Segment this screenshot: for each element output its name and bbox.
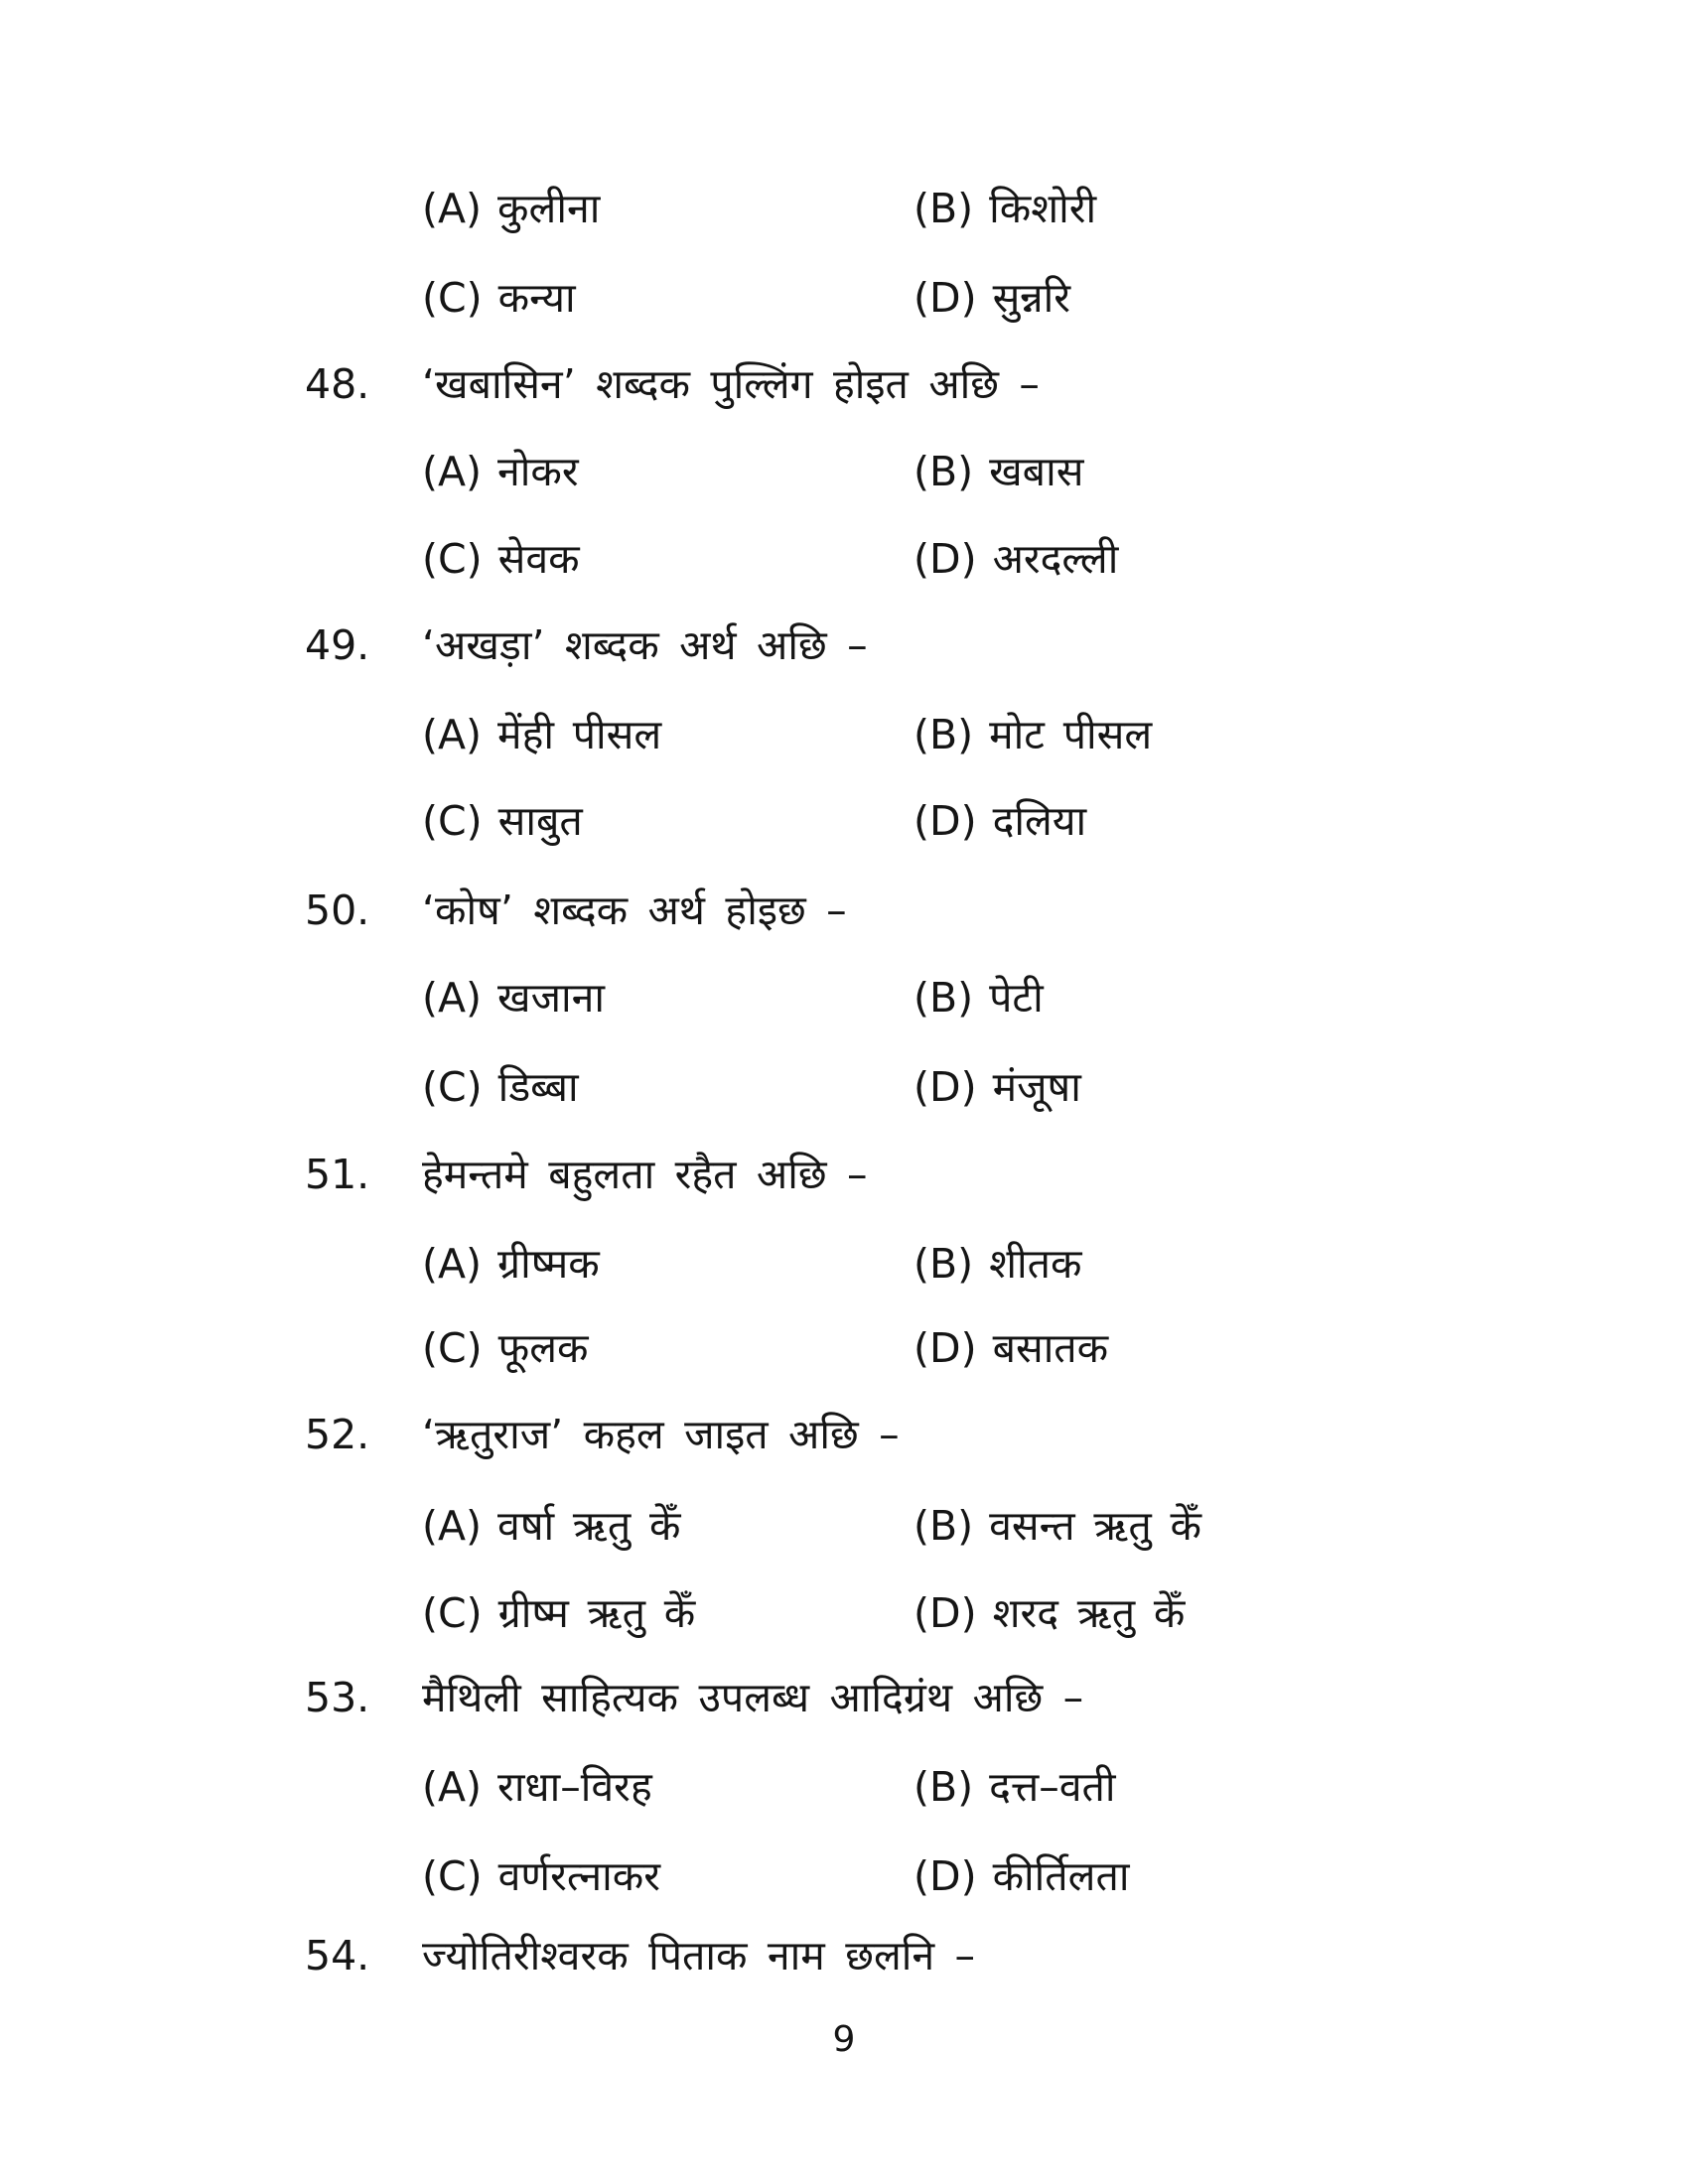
option-d (914, 1587, 1185, 1639)
option-text: कुलीना (497, 185, 601, 232)
options-row (0, 1061, 1688, 1113)
option-label: (D) (914, 1063, 977, 1111)
option-label: (C) (422, 1589, 483, 1637)
option-label: (D) (914, 1852, 977, 1900)
question-text: ‘ऋतुराज’ कहल जाइत अछि – (422, 1411, 900, 1458)
options-row (0, 1322, 1688, 1374)
question-text: ज्योतिरीश्वरक पिताक नाम छलनि – (422, 1932, 976, 1979)
option-text: पेटी (989, 974, 1044, 1022)
option-label: (A) (422, 1763, 483, 1811)
option-text: सेवक (497, 535, 580, 583)
option-label: (C) (422, 1324, 483, 1372)
options-row (0, 1761, 1688, 1813)
option-label: (C) (422, 274, 483, 322)
question-row (0, 1672, 1688, 1723)
options-row (0, 1850, 1688, 1902)
option-text: वर्णरत्नाकर (497, 1852, 661, 1900)
option-label: (B) (914, 185, 974, 232)
option-c (422, 272, 576, 324)
option-text: मंजूषा (992, 1063, 1081, 1111)
option-d (914, 533, 1118, 585)
option-b (914, 1761, 1116, 1813)
question-text: ‘अखड़ा’ शब्दक अर्थ अछि – (422, 621, 868, 669)
option-label: (A) (422, 185, 483, 232)
option-label: (C) (422, 1852, 483, 1900)
question-number: 49. (305, 621, 370, 669)
option-a (422, 1761, 652, 1813)
option-c (422, 1587, 695, 1639)
page-number: 9 (832, 2019, 856, 2060)
option-text: राधा–विरह (497, 1763, 652, 1811)
options-row (0, 533, 1688, 585)
option-text: फूलक (497, 1324, 589, 1372)
option-label: (C) (422, 535, 483, 583)
options-row (0, 183, 1688, 234)
question-text: ‘कोष’ शब्दक अर्थ होइछ – (422, 887, 847, 934)
question-number: 48. (305, 360, 370, 408)
option-label: (B) (914, 1763, 974, 1811)
option-text: मोट पीसल (989, 711, 1153, 758)
option-text: नोकर (497, 448, 579, 495)
question-number: 51. (305, 1151, 370, 1198)
option-text: साबुत (497, 797, 583, 845)
option-label: (A) (422, 711, 483, 758)
option-text: किशोरी (989, 185, 1097, 232)
option-label: (D) (914, 535, 977, 583)
options-row (0, 972, 1688, 1024)
question-row (0, 1930, 1688, 1981)
option-b (914, 1500, 1201, 1552)
option-label: (B) (914, 1502, 974, 1550)
options-row (0, 709, 1688, 760)
option-c (422, 1322, 589, 1374)
option-text: सुन्नरि (992, 274, 1071, 322)
option-b (914, 446, 1083, 497)
option-d (914, 272, 1070, 324)
option-label: (A) (422, 1240, 483, 1288)
option-b (914, 1238, 1081, 1290)
option-text: दत्त–वती (989, 1763, 1116, 1811)
option-label: (D) (914, 797, 977, 845)
option-label: (B) (914, 711, 974, 758)
question-number: 52. (305, 1411, 370, 1458)
option-text: डिब्बा (497, 1063, 579, 1111)
option-text: शीतक (989, 1240, 1082, 1288)
option-c (422, 533, 580, 585)
option-c (422, 795, 583, 847)
option-text: शरद ऋतु केँ (992, 1589, 1186, 1637)
option-text: बसातक (992, 1324, 1109, 1372)
option-b (914, 709, 1152, 760)
option-text: कीर्तिलता (992, 1852, 1130, 1900)
option-b (914, 972, 1044, 1024)
option-c (422, 1061, 579, 1113)
option-label: (A) (422, 974, 483, 1022)
question-number: 53. (305, 1674, 370, 1721)
option-text: कन्या (497, 274, 576, 322)
option-label: (A) (422, 448, 483, 495)
option-text: वर्षा ऋतु केँ (497, 1502, 681, 1550)
options-row (0, 1500, 1688, 1552)
question-text: मैथिली साहित्यक उपलब्ध आदिग्रंथ अछि – (422, 1674, 1084, 1721)
options-row (0, 446, 1688, 497)
option-a (422, 1238, 600, 1290)
question-number: 50. (305, 887, 370, 934)
option-a (422, 1500, 681, 1552)
option-text: दलिया (992, 797, 1087, 845)
option-label: (D) (914, 274, 977, 322)
option-b (914, 183, 1096, 234)
option-text: खजाना (497, 974, 605, 1022)
question-text: ‘खबासिन’ शब्दक पुल्लिंग होइत अछि – (422, 360, 1040, 408)
question-number: 54. (305, 1932, 370, 1979)
options-row (0, 1587, 1688, 1639)
option-text: ग्रीष्मक (497, 1240, 600, 1288)
question-text: हेमन्तमे बहुलता रहैत अछि – (422, 1151, 868, 1198)
option-text: अरदल्ली (992, 535, 1119, 583)
option-a (422, 972, 605, 1024)
option-d (914, 1322, 1108, 1374)
option-label: (D) (914, 1324, 977, 1372)
option-a (422, 183, 600, 234)
option-label: (B) (914, 448, 974, 495)
question-row (0, 619, 1688, 671)
option-label: (D) (914, 1589, 977, 1637)
option-text: खबास (989, 448, 1084, 495)
option-label: (C) (422, 797, 483, 845)
option-d (914, 795, 1086, 847)
option-d (914, 1850, 1129, 1902)
option-label: (A) (422, 1502, 483, 1550)
option-label: (C) (422, 1063, 483, 1111)
option-label: (B) (914, 974, 974, 1022)
option-text: ग्रीष्म ऋतु केँ (497, 1589, 696, 1637)
option-d (914, 1061, 1081, 1113)
option-a (422, 709, 661, 760)
option-a (422, 446, 579, 497)
question-row (0, 358, 1688, 410)
option-c (422, 1850, 660, 1902)
options-row (0, 795, 1688, 847)
option-label: (B) (914, 1240, 974, 1288)
options-row (0, 1238, 1688, 1290)
question-row (0, 885, 1688, 936)
question-row (0, 1409, 1688, 1460)
option-text: वसन्त ऋतु केँ (989, 1502, 1202, 1550)
option-text: मेंही पीसल (497, 711, 662, 758)
options-row (0, 272, 1688, 324)
question-row (0, 1149, 1688, 1200)
